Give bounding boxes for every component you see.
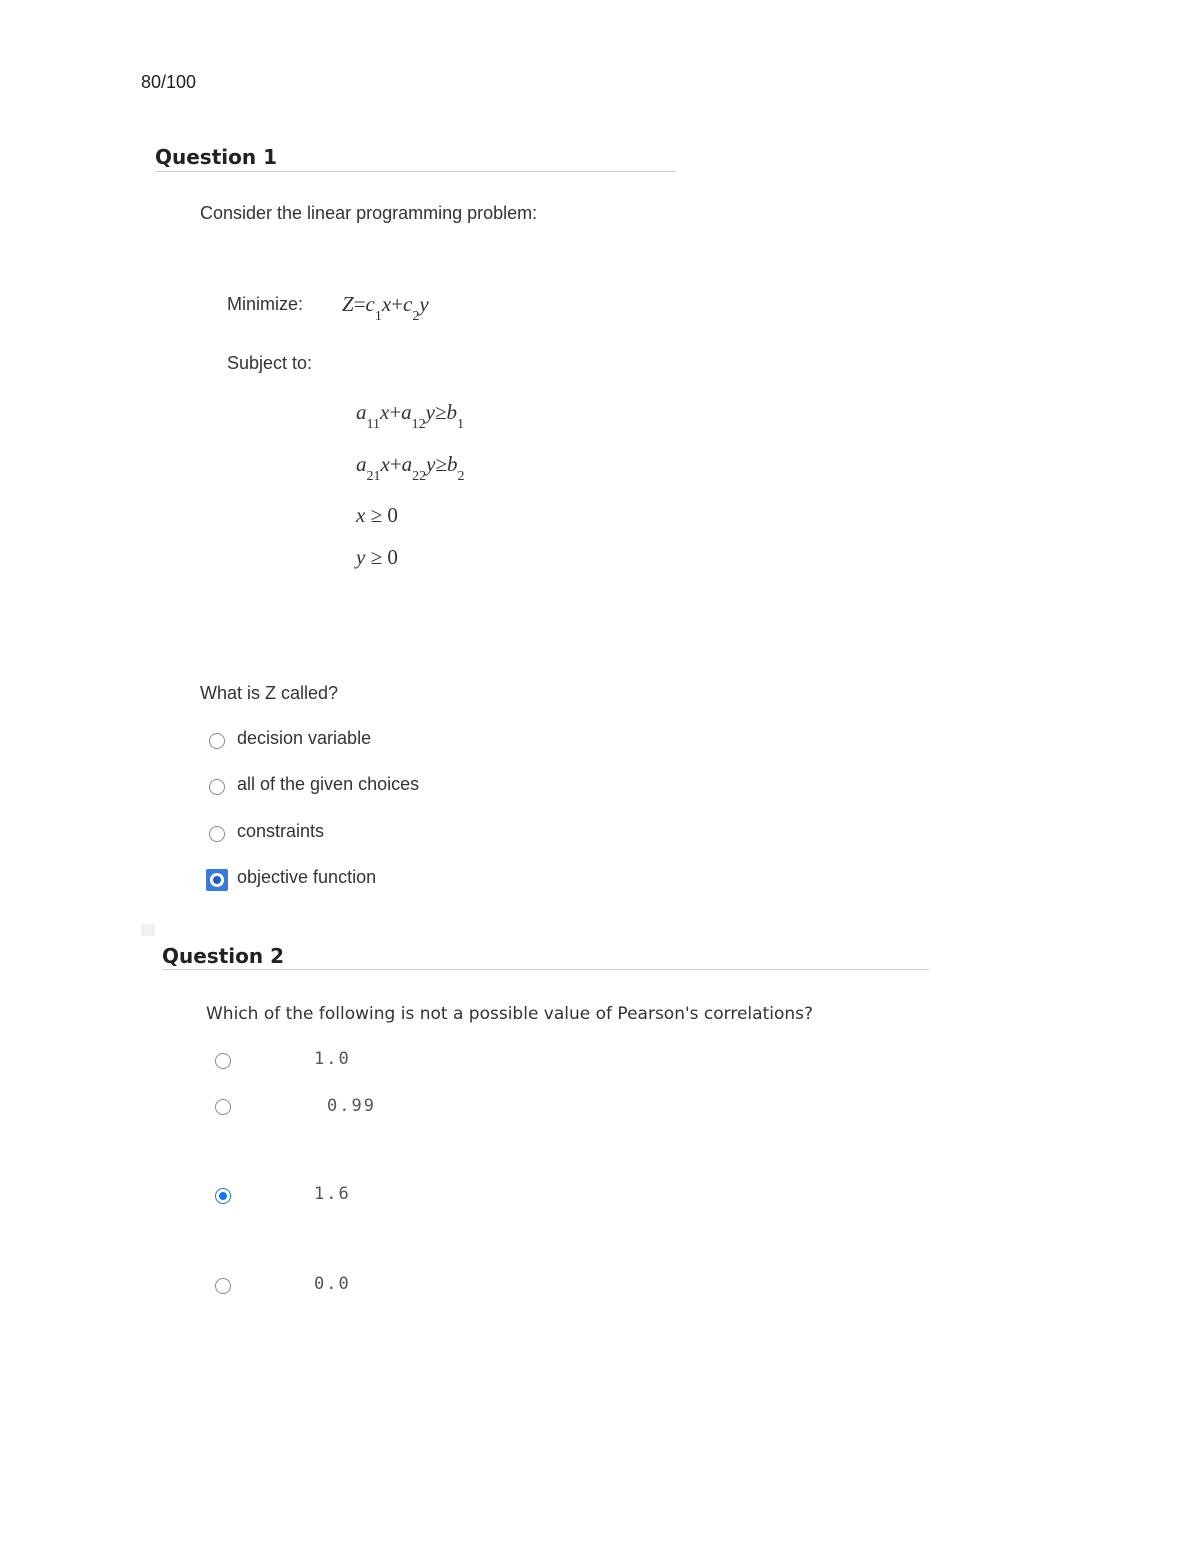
objective-c1-sub: 1: [374, 309, 382, 324]
objective-c2: c: [403, 292, 413, 316]
nonneg-y-ge: ≥: [370, 545, 383, 569]
nonneg-x: [356, 503, 398, 528]
q2-option-3-label[interactable]: 1.6: [314, 1184, 351, 1204]
c2-a: a: [356, 452, 367, 476]
question-1-intro: Consider the linear programming problem:: [200, 203, 538, 223]
nonneg-y-val: 0: [387, 545, 398, 569]
q2-option-4-label[interactable]: 0.0: [314, 1274, 351, 1294]
c2-ge: ≥: [435, 452, 448, 476]
c1-a2-sub: 12: [411, 417, 426, 432]
c2-x: x: [380, 452, 390, 476]
q1-option-4-label[interactable]: objective function: [237, 867, 377, 887]
c1-ge: ≥: [434, 400, 447, 424]
minimize-label: Minimize:: [227, 294, 304, 314]
question-1-title: Question 1: [155, 145, 277, 169]
q2-option-1-label[interactable]: 1.0: [314, 1049, 351, 1069]
objective-c2-sub: 2: [412, 309, 420, 324]
c2-b: b: [447, 452, 458, 476]
objective-x: x: [381, 292, 392, 316]
q2-option-1-radio[interactable]: [215, 1053, 231, 1069]
q1-option-2-radio[interactable]: [209, 779, 225, 795]
q1-option-1-radio[interactable]: [209, 733, 225, 749]
nonneg-y: [356, 545, 398, 570]
question-2-prompt: Which of the following is not a possible value of Pearson's correlations?: [206, 1004, 814, 1024]
score-display: 80/100: [141, 72, 197, 92]
subject-to-label: Subject to:: [227, 353, 313, 373]
question-2-marker: [141, 924, 155, 936]
c1-b: b: [446, 400, 458, 424]
nonneg-x-val: 0: [387, 503, 398, 527]
q2-option-4-radio[interactable]: [215, 1278, 231, 1294]
c1-a2: a: [401, 400, 412, 424]
c2-b-sub: 2: [457, 469, 465, 484]
objective-z: Z: [342, 292, 354, 316]
constraint-2: [356, 452, 465, 485]
c2-a-sub: 21: [366, 469, 381, 484]
q2-option-2-radio[interactable]: [215, 1099, 231, 1115]
c2-a2: a: [401, 452, 413, 476]
c2-y: y: [426, 452, 436, 476]
nonneg-y-var: y: [356, 545, 366, 569]
c1-x: x: [379, 400, 390, 424]
q2-option-2-label[interactable]: 0.99: [327, 1096, 376, 1116]
objective-c1: c: [365, 292, 375, 316]
objective-function-formula: [342, 292, 429, 325]
question-2-title: Question 2: [162, 944, 284, 968]
q1-option-4-radio-selected[interactable]: [206, 869, 228, 891]
constraint-1: [356, 400, 464, 433]
nonneg-x-var: x: [356, 503, 366, 527]
q2-option-3-radio-selected[interactable]: [215, 1188, 231, 1204]
nonneg-x-ge: ≥: [370, 503, 383, 527]
c1-a: a: [356, 400, 367, 424]
c1-y: y: [425, 400, 435, 424]
c1-plus: +: [389, 400, 402, 424]
question-1-divider: [155, 171, 676, 172]
objective-eq: =: [353, 292, 366, 316]
c2-a2-sub: 22: [412, 469, 427, 484]
objective-y: y: [419, 292, 429, 316]
c2-plus: +: [389, 452, 402, 476]
c1-b-sub: 1: [457, 417, 465, 432]
q1-option-3-radio[interactable]: [209, 826, 225, 842]
q1-option-3-label[interactable]: constraints: [237, 821, 325, 841]
c1-a-sub: 11: [366, 417, 380, 432]
q1-option-2-label[interactable]: all of the given choices: [237, 774, 420, 794]
q1-option-1-label[interactable]: decision variable: [237, 728, 372, 748]
question-1-prompt: What is Z called?: [200, 683, 339, 703]
objective-plus: +: [391, 292, 404, 316]
question-2-divider: [162, 969, 929, 970]
